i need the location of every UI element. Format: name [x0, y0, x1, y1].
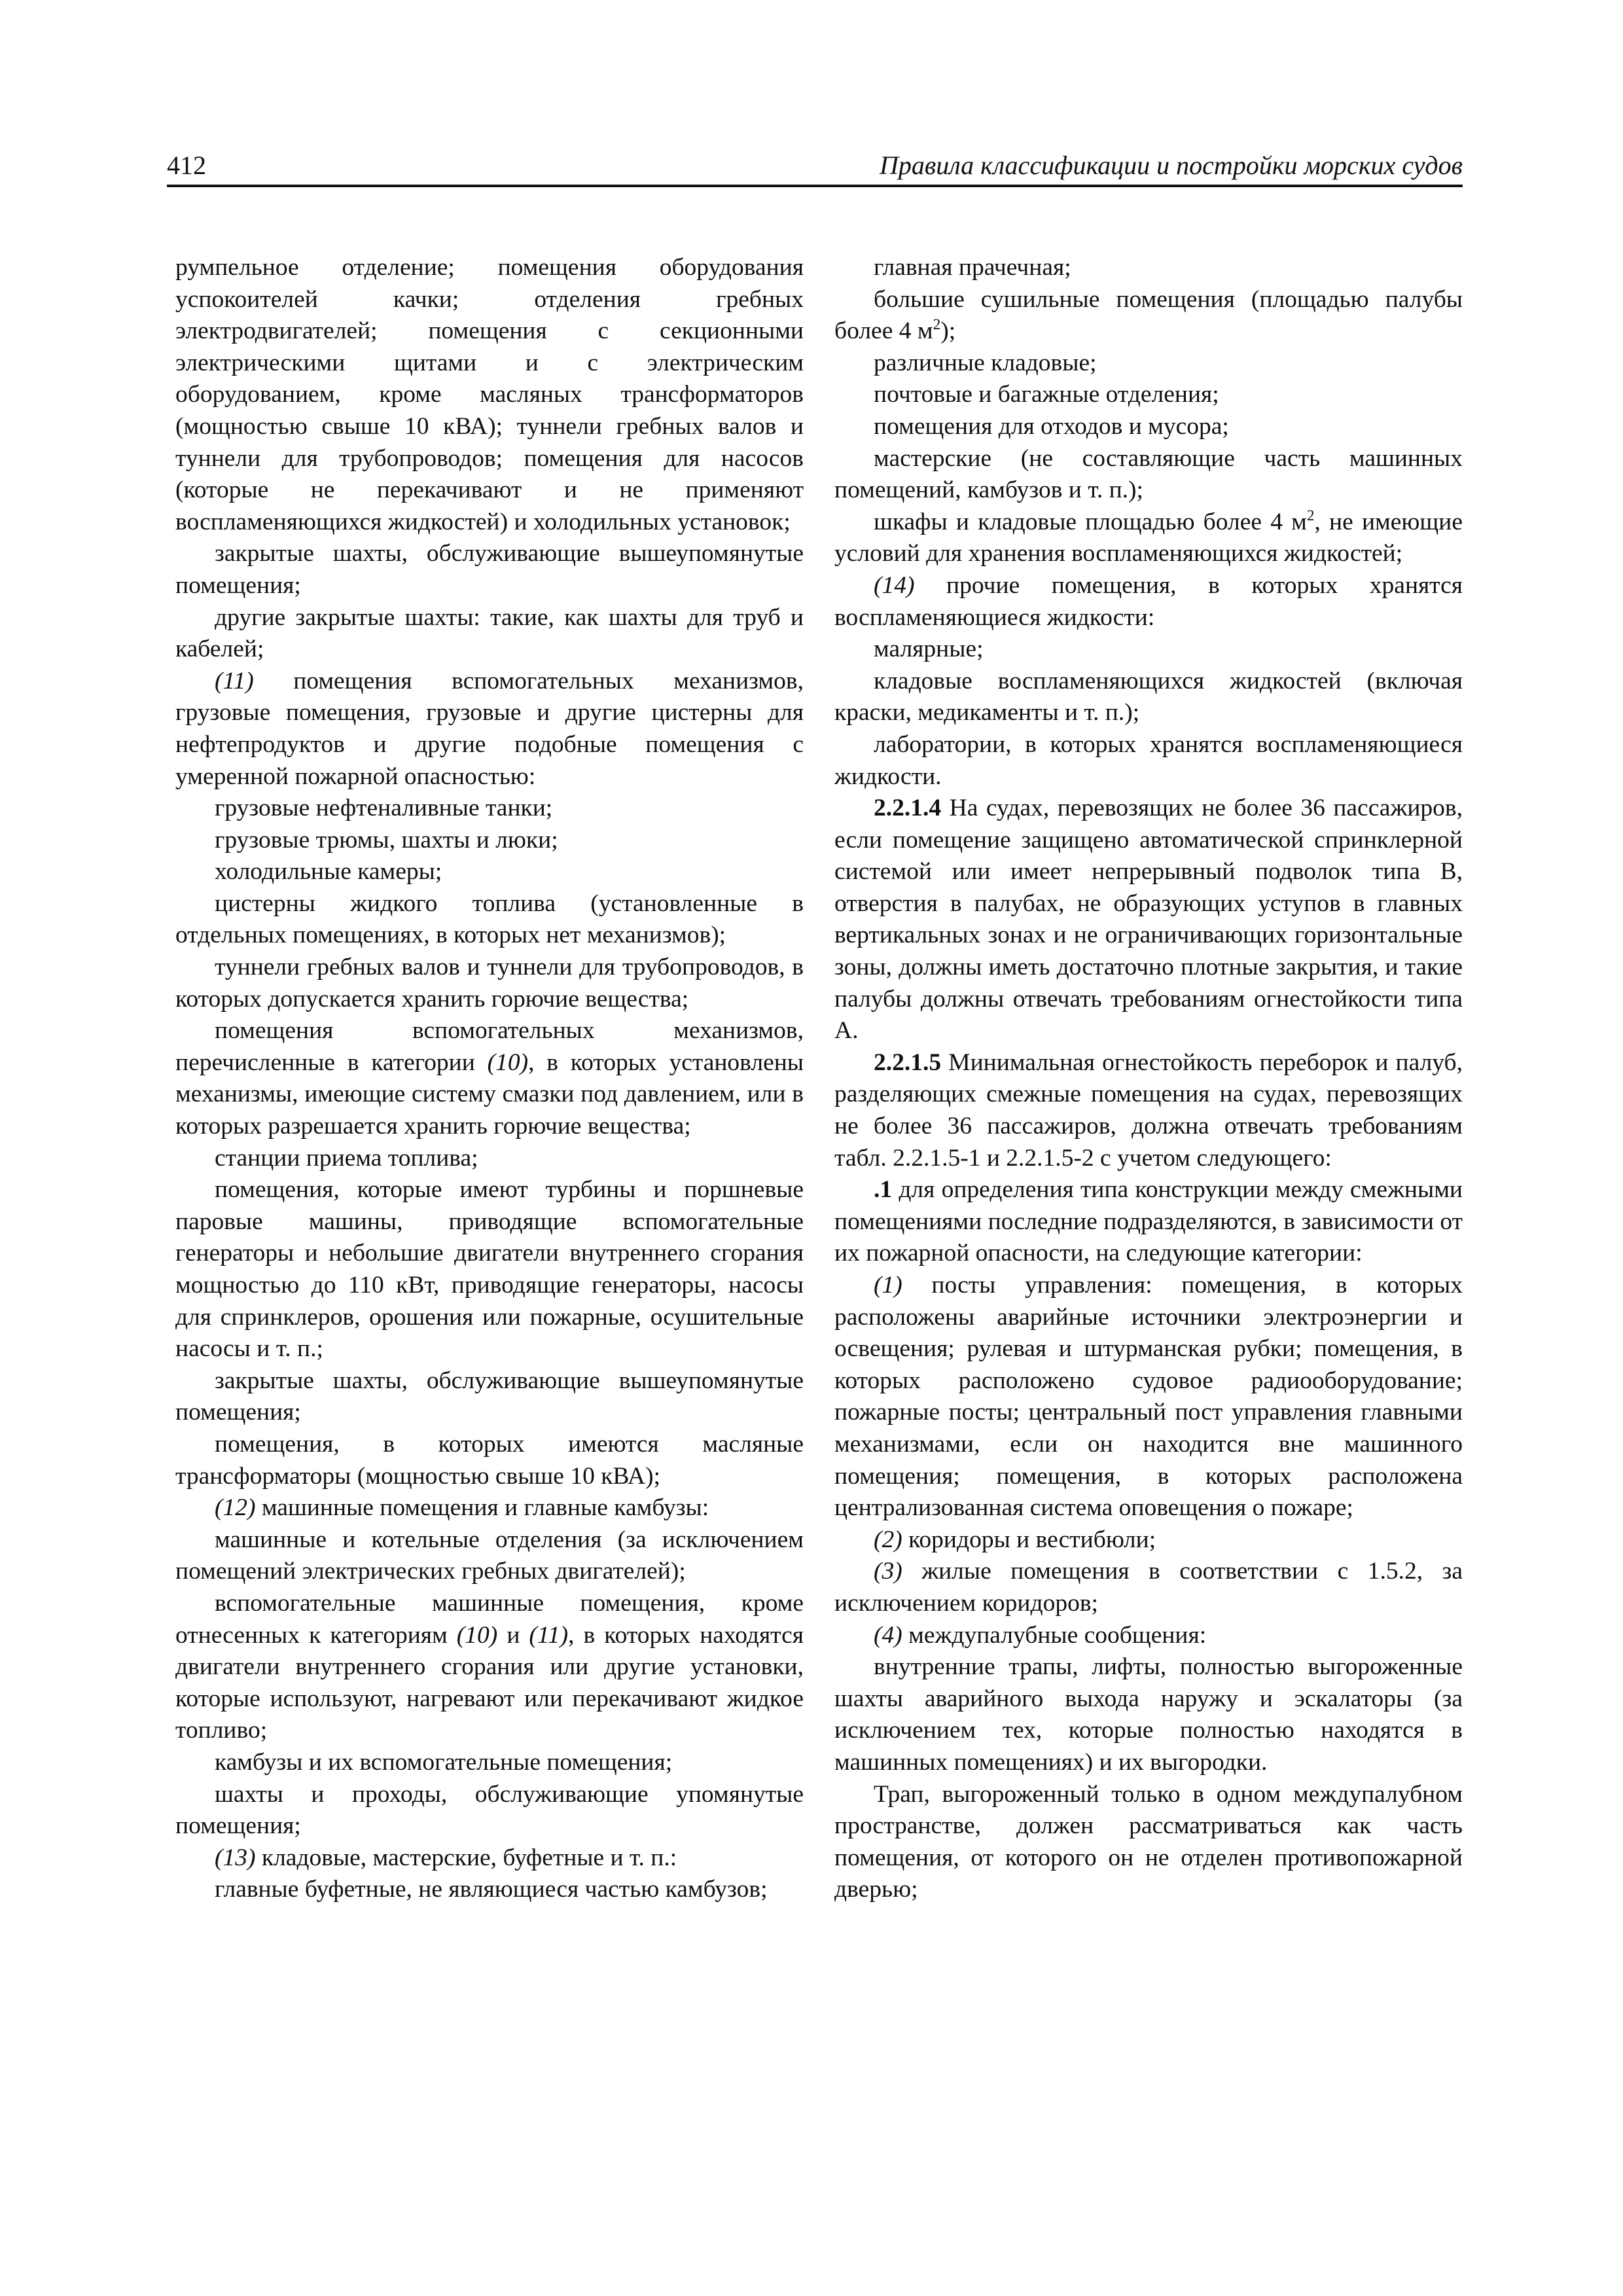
paragraph: [175, 1015, 804, 1142]
paragraph: [175, 793, 804, 825]
paragraph: [175, 252, 804, 538]
paragraph: [834, 729, 1463, 793]
paragraph-text: мастерские (не составляющие часть машинных помещений, камбузов и т. п.);: [834, 444, 1463, 504]
paragraph-text: цистерны жидкого топлива (установленные в отдельных помещениях, в которых нет механизмов);: [175, 889, 804, 949]
category-label: (1): [874, 1272, 902, 1299]
paragraph-text: помещения для отходов и мусора;: [874, 412, 1229, 440]
paragraph: [175, 1779, 804, 1842]
left-text-column: [175, 252, 804, 1906]
paragraph: [834, 1270, 1463, 1524]
paragraph: [834, 634, 1463, 666]
paragraph-text: посты управления: помещения, в которых расположены аварийные источники электроэнергии и освещения; рулевая и штурманская рубки; помещения, в которых расположено судовое радиооборудование; пожарные посты; центральный пост управления главными механизмами, если он находится вне машинного помещения; помещения, в которых расположена централизованная система оповещения о пожаре;: [834, 1272, 1463, 1522]
paragraph-text: холодильные камеры;: [215, 858, 442, 886]
paragraph-text: коридоры и вестибюли;: [902, 1526, 1156, 1553]
category-label: (13): [215, 1844, 256, 1871]
paragraph: [175, 888, 804, 952]
right-text-column: [834, 252, 1463, 1906]
paragraph: [834, 1174, 1463, 1270]
category-ref: (10): [456, 1621, 498, 1649]
paragraph: [175, 952, 804, 1015]
paragraph-text: большие сушильные помещения (площадью палубы более 4 м: [834, 285, 1463, 345]
category-label: (2): [874, 1526, 902, 1553]
paragraph-text: , в которых установлены механизмы, имеющие систему смазки под давлением, или в которых разрешается хранить горючие вещества;: [175, 1049, 804, 1140]
paragraph: [175, 538, 804, 601]
paragraph-text: грузовые трюмы, шахты и люки;: [215, 826, 558, 853]
paragraph-text: главная прачечная;: [874, 254, 1071, 281]
clause-number: 2.2.1.4: [874, 795, 942, 822]
paragraph-text: помещения, в которых имеются масляные трансформаторы (мощностью свыше 10 кВА);: [175, 1430, 804, 1490]
paragraph-text: закрытые шахты, обслуживающие вышеупомянутые помещения;: [175, 1367, 804, 1426]
paragraph-text: машинные помещения и главные камбузы:: [255, 1494, 709, 1522]
paragraph-text: помещения, которые имеют турбины и поршневые паровые машины, приводящие вспомогательные генераторы и небольшие двигатели внутреннего сгорания мощностью до 110 кВт, приводящие генераторы, насосы для спринклеров, орошения или пожарные, осушительные насосы и т. п.;: [175, 1176, 804, 1363]
paragraph: [834, 252, 1463, 284]
paragraph: [834, 1620, 1463, 1652]
paragraph: [175, 666, 804, 793]
paragraph: [834, 1047, 1463, 1174]
paragraph-text: камбузы и их вспомогательные помещения;: [215, 1748, 673, 1776]
category-label: (4): [874, 1621, 902, 1649]
paragraph: [175, 1365, 804, 1429]
category-label: (11): [215, 667, 254, 694]
paragraph-text: почтовые и багажные отделения;: [874, 381, 1219, 408]
paragraph-text: закрытые шахты, обслуживающие вышеупомянутые помещения;: [175, 540, 804, 599]
paragraph-text: машинные и котельные отделения (за исключением помещений электрических гребных двигателей);: [175, 1526, 804, 1585]
paragraph-text: главные буфетные, не являющиеся частью камбузов;: [215, 1876, 768, 1903]
clause-number: .1: [874, 1176, 893, 1204]
paragraph: [175, 825, 804, 857]
paragraph-text: туннели гребных валов и туннели для трубопроводов, в которых допускается хранить горючие вещества;: [175, 954, 804, 1013]
paragraph-text: шкафы и кладовые площадью более 4 м: [874, 508, 1307, 535]
category-label: (3): [874, 1558, 902, 1585]
paragraph-text: На судах, перевозящих не более 36 пассажиров, если помещение защищено автоматической спринклерной системой или имеет непрерывный подволок типа В, отверстия в палубах, не образующих уступов в главных вертикальных зонах и не ограничивающих горизонтальные зоны, должны иметь достаточно плотные закрытия, и такие палубы должны отвечать требованиям огнестойкости типа А.: [834, 795, 1463, 1045]
paragraph: [834, 284, 1463, 348]
paragraph: [834, 507, 1463, 570]
paragraph-text: малярные;: [874, 636, 984, 663]
paragraph: [175, 1874, 804, 1906]
paragraph: [175, 602, 804, 666]
paragraph: [834, 666, 1463, 729]
paragraph-text: прочие помещения, в которых хранятся воспламеняющиеся жидкости:: [834, 571, 1463, 631]
page-header: [167, 143, 1463, 187]
paragraph-text: другие закрытые шахты: такие, как шахты для труб и кабелей;: [175, 603, 804, 663]
paragraph-text: Минимальная огнестойкость переборок и палуб, разделяющих смежные помещения на судах, перевозящих не более 36 пассажиров, должна отвечать требованиям табл. 2.2.1.5-1 и 2.2.1.5-2 с учетом следующего:: [834, 1049, 1463, 1172]
paragraph: [834, 1524, 1463, 1556]
paragraph-text: станции приема топлива;: [215, 1144, 478, 1172]
paragraph-text: междупалубные сообщения:: [902, 1621, 1207, 1649]
paragraph-text: лаборатории, в которых хранятся воспламеняющиеся жидкости.: [834, 730, 1463, 790]
superscript: 2: [1306, 507, 1315, 524]
paragraph: [175, 1588, 804, 1747]
clause-number: 2.2.1.5: [874, 1049, 942, 1076]
paragraph: [175, 1174, 804, 1365]
paragraph: [834, 1556, 1463, 1619]
paragraph: [834, 379, 1463, 411]
paragraph-text: внутренние трапы, лифты, полностью выгороженные шахты аварийного выхода наружу и эскалаторы (за исключением тех, которые полностью находятся в машинных помещениях) и их выгородки.: [834, 1653, 1463, 1776]
paragraph: [175, 1429, 804, 1492]
paragraph-text: кладовые, мастерские, буфетные и т. п.:: [255, 1844, 677, 1871]
superscript: 2: [933, 316, 941, 334]
paragraph-text: помещения вспомогательных механизмов, грузовые помещения, грузовые и другие цистерны для нефтепродуктов и другие подобные помещения с умеренной пожарной опасностью:: [175, 667, 804, 790]
paragraph: [175, 1524, 804, 1588]
paragraph-text: , в которых находятся двигатели внутреннего сгорания или другие установки, которые используют, нагревают или перекачивают жидкое топливо;: [175, 1621, 804, 1744]
paragraph: [175, 856, 804, 888]
paragraph: [834, 1651, 1463, 1778]
paragraph-text: помещения вспомогательных механизмов, перечисленные в категории: [175, 1017, 804, 1076]
paragraph-text: и: [497, 1621, 529, 1649]
paragraph-text: различные кладовые;: [874, 349, 1097, 376]
paragraph-text: шахты и проходы, обслуживающие упомянутые помещения;: [175, 1780, 804, 1840]
category-ref: (10): [487, 1049, 529, 1076]
paragraph: [175, 1747, 804, 1779]
paragraph-text: грузовые нефтеналивные танки;: [215, 795, 553, 822]
paragraph-text: , не имеющие условий для хранения воспламеняющихся жидкостей;: [834, 508, 1463, 567]
category-label: (12): [215, 1494, 256, 1522]
paragraph: [175, 1842, 804, 1874]
paragraph-text: для определения типа конструкции между смежными помещениями последние подразделяются, в зависимости от их пожарной опасности, на следующие категории:: [834, 1176, 1463, 1267]
paragraph: [834, 1779, 1463, 1906]
paragraph-text: румпельное отделение; помещения оборудования успокоителей качки; отделения гребных электродвигателей; помещения с секционными электрическими щитами и с электрическим оборудованием, кроме масляных трансформаторов (мощностью свыше 10 кВА); туннели гребных валов и туннели для трубопроводов; помещения для насосов (которые не перекачивают и не применяют воспламеняющихся жидкостей) и холодильных установок;: [175, 254, 804, 535]
paragraph: [175, 1492, 804, 1524]
paragraph-text: );: [940, 317, 956, 345]
paragraph: [834, 411, 1463, 443]
paragraph: [834, 443, 1463, 507]
category-label: (14): [874, 571, 915, 599]
paragraph: [834, 570, 1463, 634]
paragraph: [175, 1143, 804, 1175]
paragraph-text: жилые помещения в соответствии с 1.5.2, за исключением коридоров;: [834, 1558, 1463, 1617]
page-number: 412: [167, 151, 206, 180]
paragraph-text: Трап, выгороженный только в одном междупалубном пространстве, должен рассматриваться как часть помещения, от которого он не отделен противопожарной дверью;: [834, 1780, 1463, 1903]
paragraph: [834, 348, 1463, 380]
paragraph: [834, 793, 1463, 1047]
paragraph-text: вспомогательные машинные помещения, кроме отнесенных к категориям: [175, 1589, 804, 1649]
paragraph-text: кладовые воспламеняющихся жидкостей (включая краски, медикаменты и т. п.);: [834, 667, 1463, 726]
category-ref: (11): [529, 1621, 569, 1649]
running-title: Правила классификации и постройки морских судов: [879, 151, 1463, 180]
